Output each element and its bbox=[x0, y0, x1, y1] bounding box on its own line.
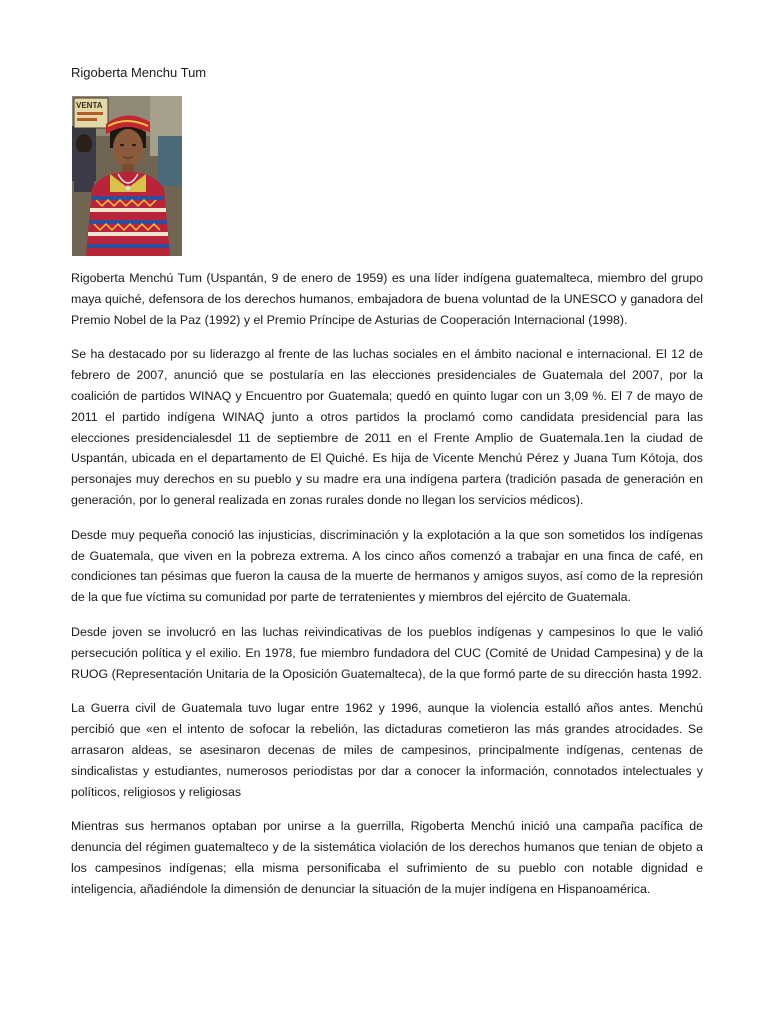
paragraph-intro: Rigoberta Menchú Tum (Uspantán, 9 de enero de 1959) es una líder indígena guatemalteca, miembro del grupo maya quiché, defensora de los derechos humanos, embajadora de buena voluntad de la UNESCO y ganadora del Premio Nobel de la Paz (1992) y el Premio Príncipe de Asturias de Cooperación Internacional (1998). bbox=[71, 271, 703, 327]
paragraph-childhood: Desde muy pequeña conoció las injusticias, discriminación y la explotación a la que son sometidos los indígenas de Guatemala, que viven en la pobreza extrema. A los cinco años comenzó a trabajar en una finca de café, en condiciones tan pésimas que fueron la causa de la muerte de hermanos y amigos suyos, así como de la represión de la que fue víctima su comunidad por parte de terratenientes y miembros del ejército de Guatemala. bbox=[71, 527, 703, 605]
document-title: Rigoberta Menchu Tum bbox=[71, 65, 207, 80]
paragraph-leadership: Se ha destacado por su liderazgo al frente de las luchas sociales en el ámbito nacional e internacional. El 12 de febrero de 2007, anunció que se postularía en las elecciones presidenciales de Guatemala del 2007, por la coalición de partidos WINAQ y Encuentro por Guatemala; quedó en quinto lugar con un 3,09 %. El 7 de mayo de 2011 el partido indígena WINAQ junto a otros partidos la proclamó como candidata presidencial para las elecciones presidencialesdel 11 de septiembre de 2011 en el Frente Amplio de Guatemala.1en la ciudad de Uspantán, ubicada en el departamento de El Quiché. Es hija de Vicente Menchú Pérez y Juana Tum Kótoja, dos personajes muy derechos en su pueblo y su madre era una indígena partera (tradición pasada de generación en generación, por lo general realizada en zonas rurales donde no llegan los servicios médicos). bbox=[71, 347, 703, 507]
body-text bbox=[71, 268, 703, 914]
paragraph-civil-war: La Guerra civil de Guatemala tuvo lugar entre 1962 y 1996, aunque la violencia estalló años antes. Menchú percibió que «en el intento de sofocar la rebelión, las dictaduras cometieron las más grandes atrocidades. Se arrasaron aldeas, se asesinaron decenas de miles de campesinos, principalmente indígenas, centenas de sindicalistas y estudiantes, numerosos periodistas por dar a conocer la información, connotados intelectuales y políticos, religiosos y religiosas bbox=[71, 701, 703, 799]
portrait-illustration bbox=[72, 96, 182, 256]
portrait-photo bbox=[72, 96, 182, 256]
paragraph-campaign: Mientras sus hermanos optaban por unirse a la guerrilla, Rigoberta Menchú inició una campaña pacífica de denuncia del régimen guatemalteco y de la sistemática violación de los derechos humanos que tenian de objeto a los campesinos indígenas; ella misma personificaba el sufrimiento de su pueblo con notable dignidad e inteligencia, añadiéndole la dimensión de denunciar la situación de la mujer indígena en Hispanoamérica. bbox=[71, 819, 703, 896]
paragraph-activism: Desde joven se involucró en las luchas reivindicativas de los pueblos indígenas y campesinos lo que le valió persecución política y el exilio. En 1978, fue miembro fundadora del CUC (Comité de Unidad Campesina) y de la RUOG (Representación Unitaria de la Oposición Guatemalteca), de la que formó parte de su dirección hasta 1992. bbox=[71, 624, 703, 681]
sign-text: VENTA bbox=[76, 101, 103, 110]
